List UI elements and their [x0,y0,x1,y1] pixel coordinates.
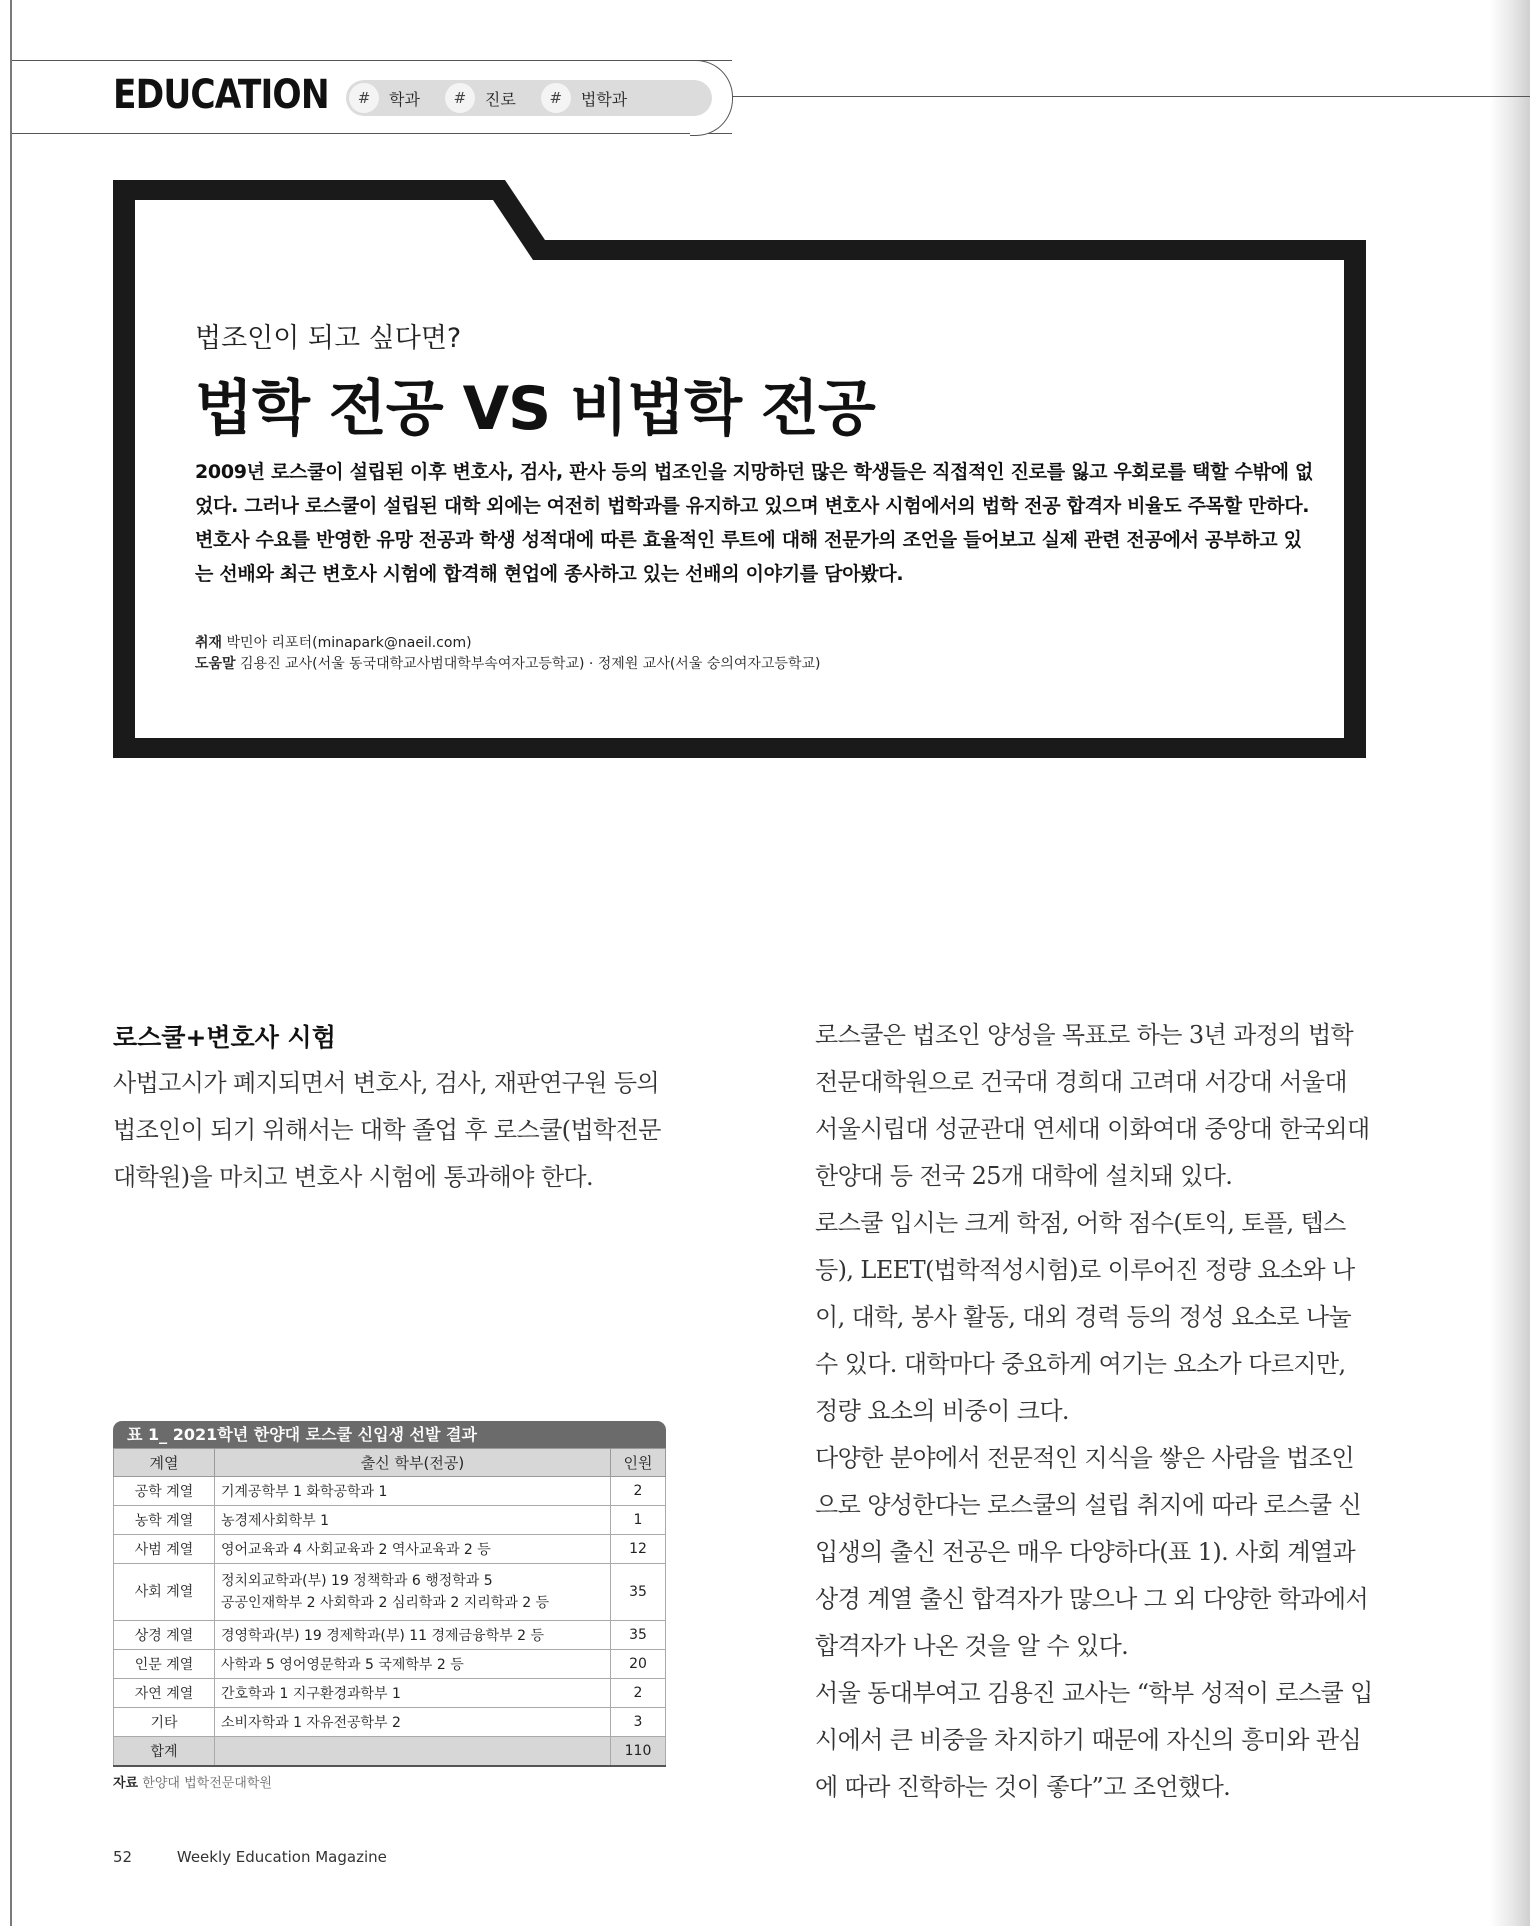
cell-total-label: 합계 [114,1737,215,1767]
table-header-row [114,1449,666,1477]
table-row [114,1564,666,1621]
body-column-left [113,1060,673,1201]
cell-majors: 경영학과(부) 19 경제학과(부) 11 경제금융학부 2 등 [215,1621,611,1650]
lead-paragraph: 2009년 로스쿨이 설립된 이후 변호사, 검사, 판사 등의 법조인을 지망하던 많은 학생들은 직접적인 진로를 잃고 우회로를 택할 수밖에 없었다. 그러나 로스쿨이 설립된 대학 외에는 여전히 법학과를 유지하고 있으며 변호사 시험에서의 법학 전공 합격자 비율도 주목할 만하다. [195,461,1313,517]
cell-majors: 간호학과 1 지구환경과학부 1 [215,1679,611,1708]
cell-count: 1 [611,1506,666,1535]
cell-field: 상경 계열 [114,1621,215,1650]
body-paragraph: 로스쿨 입시는 크게 학점, 어학 점수(토익, 토플, 텝스 등), LEET(법학적성시험)로 이루어진 정량 요소와 나이, 대학, 봉사 활동, 대외 경력 등의 정성 요소로 나눌 수 있다. 대학마다 중요하게 여기는 요소가 다르지만, 정량 요소의 비중이 크다. [815,1209,1355,1425]
table-row [114,1506,666,1535]
cell-count: 35 [611,1621,666,1650]
body-paragraph: 로스쿨은 법조인 양성을 목표로 하는 3년 과정의 법학전문대학원으로 건국대 경희대 고려대 서강대 서울대 서울시립대 성균관대 연세대 이화여대 중앙대 한국외대 한양대 등 전국 25개 대학에 설치돼 있다. [815,1021,1370,1190]
lead-paragraph: 변호사 수요를 반영한 유망 전공과 학생 성적대에 따른 효율적인 루트에 대해 전문가의 조언을 들어보고 실제 관련 전공에서 공부하고 있는 선배와 최근 변호사 시험에 합격해 현업에 종사하고 있는 선배의 이야기를 담아봤다. [195,529,1302,585]
cell-empty [215,1737,611,1767]
table-grid [113,1448,666,1767]
page-number: 52 [113,1848,133,1866]
cell-count: 2 [611,1477,666,1506]
table-row [114,1708,666,1737]
cell-field: 농학 계열 [114,1506,215,1535]
body-paragraph: 사법고시가 폐지되면서 변호사, 검사, 재판연구원 등의 법조인이 되기 위해서는 대학 졸업 후 로스쿨(법학전문대학원)을 마치고 변호사 시험에 통과해야 한다. [113,1069,661,1191]
table-header: 출신 학부(전공) [215,1449,611,1477]
credit-help: 김용진 교사(서울 동국대학교사범대학부속여자고등학교) · 정제원 교사(서울 숭의여자고등학교) [240,656,821,672]
cell-field: 인문 계열 [114,1650,215,1679]
intro-headline: 법학 전공 VS 비법학 전공 [195,374,875,444]
admission-table [113,1421,666,1791]
tag-label: 학과 [389,89,420,109]
cell-count: 35 [611,1564,666,1621]
cell-total-count: 110 [611,1737,666,1767]
cell-majors-line: 공공인재학부 2 사회학과 2 심리학과 2 지리학과 2 등 [221,1595,550,1611]
cell-majors: 영어교육과 4 사회교육과 2 역사교육과 2 등 [215,1535,611,1564]
credit-reporter: 박민아 리포터(minapark@naeil.com) [226,635,472,651]
cell-majors [215,1564,611,1621]
body-paragraph: 서울 동대부여고 김용진 교사는 “학부 성적이 로스쿨 입시에서 큰 비중을 차지하기 때문에 자신의 흥미와 관심에 따라 진학하는 것이 좋다”고 조언했다. [815,1679,1373,1801]
hash-icon: # [445,83,475,113]
cell-count: 2 [611,1679,666,1708]
tag-label: 법학과 [580,89,628,109]
cell-field: 자연 계열 [114,1679,215,1708]
table-row [114,1679,666,1708]
hash-icon: # [349,83,379,113]
table-row [114,1535,666,1564]
body-column-right [815,1012,1373,1811]
table-header: 계열 [114,1449,215,1477]
magazine-name: Weekly Education Magazine [176,1848,387,1866]
cell-majors-line: 정치외교학과(부) 19 정책학과 6 행정학과 5 [221,1573,493,1589]
intro-subtitle: 법조인이 되고 싶다면? [195,323,462,354]
table-row [114,1477,666,1506]
tag-label: 진로 [484,89,516,109]
cell-majors: 소비자학과 1 자유전공학부 2 [215,1708,611,1737]
cell-count: 12 [611,1535,666,1564]
table-total-row [114,1737,666,1767]
table-source [113,1772,666,1791]
cell-count: 20 [611,1650,666,1679]
table-caption: 표 1_ 2021학년 한양대 로스쿨 신입생 선발 결과 [113,1421,666,1448]
table-header: 인원 [611,1449,666,1477]
credit-help-line [195,654,820,675]
body-paragraph: 다양한 분야에서 전문적인 지식을 쌓은 사람을 법조인으로 양성한다는 로스쿨의 설립 취지에 따라 로스쿨 신입생의 출신 전공은 매우 다양하다(표 1). 사회 계열과 상경 계열 출신 합격자가 많으나 그 외 다양한 학과에서 합격자가 나온 것을 알 수 있다. [815,1444,1369,1660]
credit-help-label: 도움말 [195,656,236,672]
section-title-education: EDUCATION [113,72,329,118]
cell-majors: 농경제사회학부 1 [215,1506,611,1535]
table-row [114,1650,666,1679]
cell-majors: 기계공학부 1 화학공학과 1 [215,1477,611,1506]
credit-reporter-label: 취재 [195,635,223,651]
credit-reporter-line [195,633,820,654]
cell-field: 공학 계열 [114,1477,215,1506]
cell-field: 사회 계열 [114,1564,215,1621]
cell-count: 3 [611,1708,666,1737]
cell-field: 기타 [114,1708,215,1737]
table-source-text: 한양대 법학전문대학원 [142,1776,272,1791]
page-footer [113,1848,387,1866]
subsection-title: 로스쿨+변호사 시험 [113,1023,336,1052]
intro-lead [195,455,1315,591]
cell-field: 사범 계열 [114,1535,215,1564]
cell-majors: 사학과 5 영어영문학과 5 국제학부 2 등 [215,1650,611,1679]
table-source-label: 자료 [113,1776,139,1791]
table-row [114,1621,666,1650]
hash-icon: # [541,83,571,113]
intro-heading [195,316,1325,447]
credits [195,633,820,675]
